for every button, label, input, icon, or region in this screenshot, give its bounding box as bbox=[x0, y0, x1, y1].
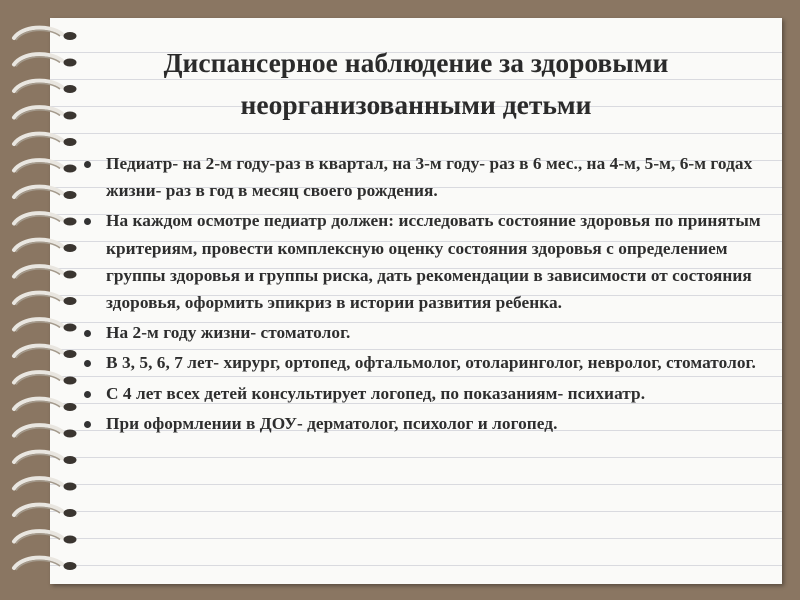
bullet-icon bbox=[84, 218, 91, 225]
list-item bbox=[84, 380, 780, 407]
punch-hole-icon bbox=[64, 536, 77, 544]
punch-hole-icon bbox=[64, 456, 77, 464]
bullet-icon bbox=[84, 421, 91, 428]
list-item-text: С 4 лет всех детей консультирует логопед, по показаниям- психиатр. bbox=[106, 383, 646, 403]
list-item-text: При оформлении в ДОУ- дерматолог, психолог и логопед. bbox=[106, 413, 558, 433]
list-item-text: Педиатр- на 2-м году-раз в квартал, на 3-м году- раз в 6 мес., на 4-м, 5-м, 6-м годах жизни- раз в год в месяц своего рождения. bbox=[106, 154, 753, 201]
punch-hole-icon bbox=[64, 562, 77, 570]
punch-hole-icon bbox=[64, 244, 77, 252]
punch-hole-icon bbox=[64, 218, 77, 226]
bullet-icon bbox=[84, 360, 91, 367]
list-item bbox=[84, 349, 780, 376]
bullet-icon bbox=[84, 391, 91, 398]
punch-hole-icon bbox=[64, 350, 77, 358]
punch-hole-icon bbox=[64, 509, 77, 517]
punch-hole-icon bbox=[64, 324, 77, 332]
bullet-list bbox=[84, 150, 780, 440]
punch-hole-icon bbox=[64, 271, 77, 279]
punch-hole-icon bbox=[64, 483, 77, 491]
punch-hole-icon bbox=[64, 138, 77, 146]
list-item bbox=[84, 150, 780, 204]
punch-hole-icon bbox=[64, 403, 77, 411]
list-item-text: На 2-м году жизни- стоматолог. bbox=[106, 323, 351, 343]
punch-hole-icon bbox=[64, 430, 77, 438]
punch-hole-icon bbox=[64, 191, 77, 199]
punch-hole-icon bbox=[64, 297, 77, 305]
punch-hole-icon bbox=[64, 377, 77, 385]
list-item bbox=[84, 319, 780, 346]
bullet-icon bbox=[84, 161, 91, 168]
list-item bbox=[84, 207, 780, 316]
slide-title bbox=[50, 42, 782, 126]
list-item-text: В 3, 5, 6, 7 лет- хирург, ортопед, офтальмолог, отоларинголог, невролог, стоматолог. bbox=[106, 353, 756, 373]
title-line-1: Диспансерное наблюдение за здоровыми bbox=[163, 47, 669, 78]
list-item bbox=[84, 410, 780, 437]
bullet-icon bbox=[84, 330, 91, 337]
punch-hole-icon bbox=[64, 32, 77, 40]
punch-hole-icon bbox=[64, 165, 77, 173]
list-item-text: На каждом осмотре педиатр должен: исследовать состояние здоровья по принятым критериям, провести комплексную оценку состояния здоровья с определением группы здоровья и группы риска, дать рекомендации в зависимости от состояния здоровья, оформить эпикриз в истории развития ребенка. bbox=[106, 211, 761, 313]
title-line-2: неорганизованными детьми bbox=[240, 89, 592, 120]
